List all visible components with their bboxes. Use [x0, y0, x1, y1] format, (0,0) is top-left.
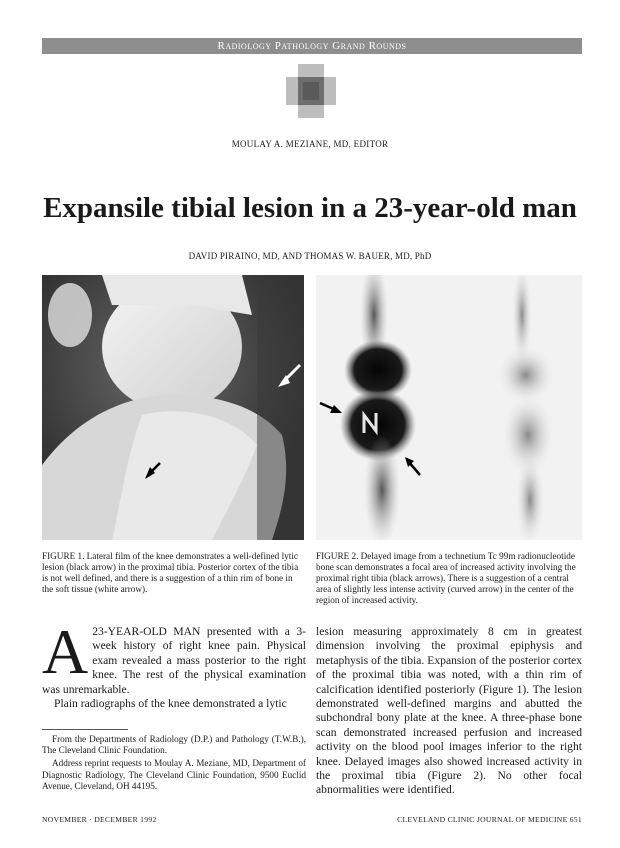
editor-line: MOULAY A. MEZIANE, MD, EDITOR [231, 139, 389, 149]
body-paragraph-2: Plain radiographs of the knee demonstrated a lytic [54, 697, 287, 711]
figure-2-caption [316, 551, 582, 606]
footer-journal-page: CLEVELAND CLINIC JOURNAL OF MEDICINE 651 [397, 815, 582, 824]
footnote-reprint: Address reprint requests to Moulay A. Meziane, MD, Department of Diagnostic Radiology, The Cleveland Clinic Foundation, 9500 Euclid Avenue, Cleveland, OH 44195. [42, 758, 306, 791]
section-banner: Radiology Pathology Grand Rounds [42, 38, 582, 54]
drop-cap: A [42, 616, 89, 687]
footer-date: NOVEMBER · DECEMBER 1992 [42, 815, 157, 824]
figure-1-label: FIGURE 1. [42, 551, 85, 561]
footnote-rule [42, 729, 128, 730]
article-title: Expansile tibial lesion in a 23-year-old man [43, 192, 577, 224]
body-paragraph-1: 23-YEAR-OLD MAN presented with a 3-week history of right knee pain. Physical exam revealed a mass posterior to the right knee. The rest of the physical examination was unremarkable. [42, 625, 306, 696]
figure-1-caption [42, 551, 304, 595]
figure-2-bone-scan [316, 275, 582, 540]
body-column-2 [316, 625, 582, 798]
figure-2-label: FIGURE 2. [316, 551, 359, 561]
figure-2-caption-text: Delayed image from a technetium Tc 99m radionucleotide bone scan demonstrates a focal area of increased activity involving the proximal right tibia (black arrows). There is a suggestion of a central area of slightly less intense activity (curved arrow) in the center of the region of increased activity. [316, 551, 576, 605]
footnotes [42, 734, 306, 794]
footnote-affiliation: From the Departments of Radiology (D.P.) and Pathology (T.W.B.), The Cleveland Clinic Foundation. [42, 734, 306, 756]
figure-1-radiograph [42, 275, 304, 540]
body-paragraph-3: lesion measuring approximately 8 cm in greatest dimension involving the proximal epiphysis and metaphysis of the tibia. Expansion of the posterior cortex of the proximal tibia was noted, with a thin rim of calcification identified posteriorly (Figure 1). The lesion demonstrated well-defined margins and abutted the subchondral bony plate at the knee. A three-phase bone scan demonstrated increased perfusion and increased activity on the blood pool images inferior to the right knee. Delayed images also showed increased activity in the proximal tibia (Figure 2). No other focal abnormalities were identified. [316, 625, 582, 797]
article-authors: DAVID PIRAINO, MD, AND THOMAS W. BAUER, MD, PhD [188, 251, 432, 261]
journal-logo-icon [286, 64, 336, 118]
body-column-1 [42, 616, 306, 711]
figure-1-caption-text: Lateral film of the knee demonstrates a well-defined lytic lesion (black arrow) in the proximal tibia. Posterior cortex of the tibia is not well defined, and there is a suggestion of a thin rim of bone in the soft tissue (white arrow). [42, 551, 299, 594]
